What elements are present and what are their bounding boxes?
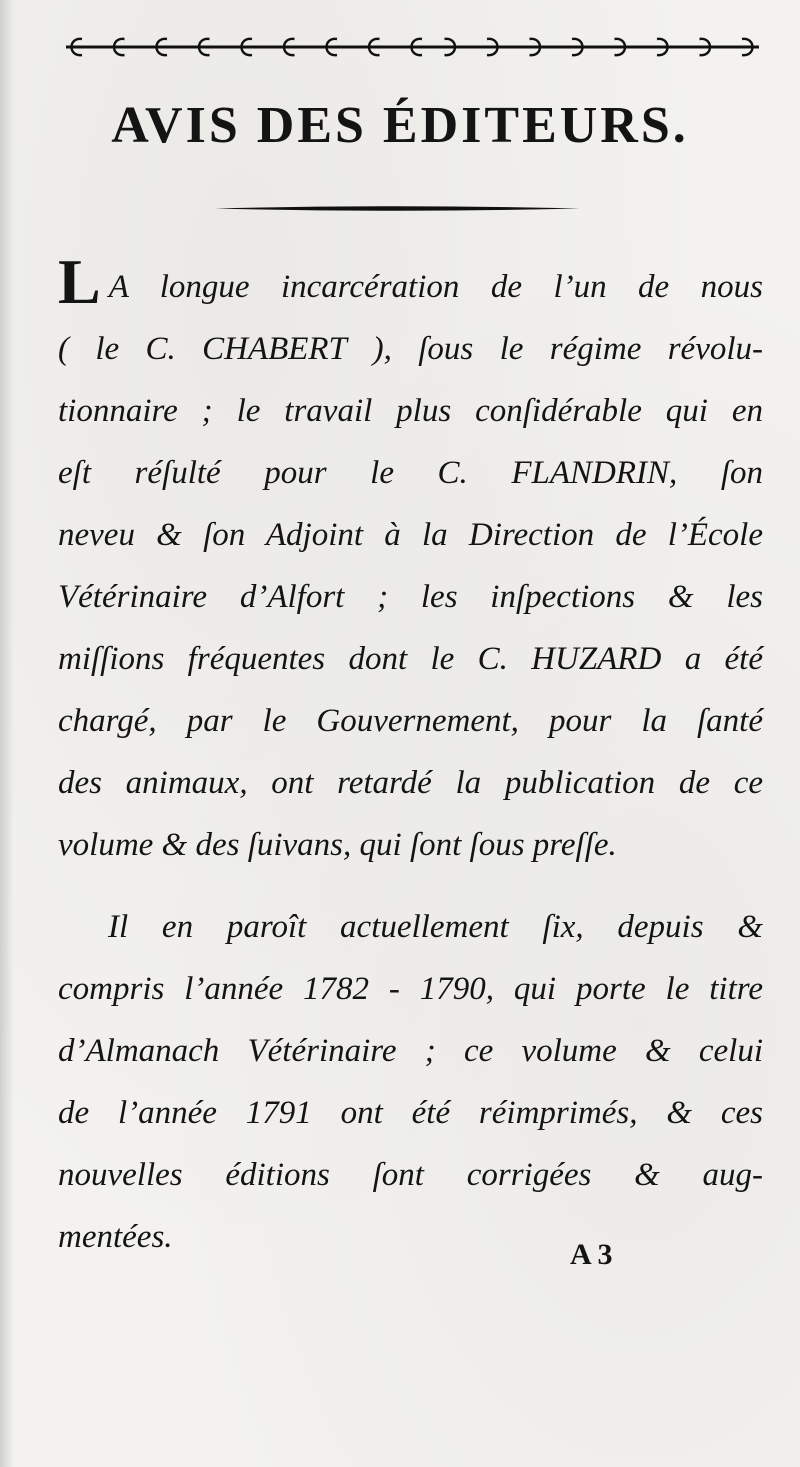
paragraph-2-line: Il en paroît actuellement ſix, depuis &: [108, 909, 763, 945]
signature-mark: A 3: [570, 1238, 613, 1271]
paragraph-1-line: ( le C. CHABERT ), ſous le régime révolu-: [58, 331, 763, 367]
paragraph-1-line: neveu & ſon Adjoint à la Direction de l’École: [58, 517, 763, 553]
paragraph-2-line: d’Almanach Vétérinaire ; ce volume & celui: [58, 1033, 763, 1069]
paragraph-1-line: miſſions fréquentes dont le C. HUZARD a été: [58, 641, 763, 677]
paragraph-2: [58, 896, 763, 1268]
paragraph-1-line: chargé, par le Gouvernement, pour la ſanté: [58, 703, 763, 739]
paragraph-1-line: des animaux, ont retardé la publication de ce: [58, 765, 763, 801]
paragraph-2-line: de l’année 1791 ont été réimprimés, & ces: [58, 1095, 763, 1131]
paragraph-2-line: mentées.: [58, 1219, 173, 1255]
paragraph-1-line: volume & des ſuivans, qui ſont ſous preſſe.: [58, 827, 617, 863]
paragraph-1: [58, 246, 763, 876]
paragraph-1-line: eſt réſulté pour le C. FLANDRIN, ſon: [58, 455, 763, 491]
paragraph-1-line: Vétérinaire d’Alfort ; les inſpections & les: [58, 579, 763, 615]
drop-cap: L: [58, 246, 101, 317]
paragraph-2-line: nouvelles éditions ſont corrigées & aug-: [58, 1157, 763, 1193]
paragraph-2-line: compris l’année 1782 - 1790, qui porte le titre: [58, 971, 763, 1007]
title-rule: [215, 204, 580, 213]
paragraph-1-line: tionnaire ; le travail plus conſidérable qui en: [58, 393, 763, 429]
page-title: AVIS DES ÉDITEURS.: [111, 97, 689, 154]
chain-ornament: [60, 34, 765, 60]
paragraph-1-line: L A longue incarcération de l’un de nous: [58, 246, 763, 317]
page-gutter-shadow: [0, 0, 14, 1467]
